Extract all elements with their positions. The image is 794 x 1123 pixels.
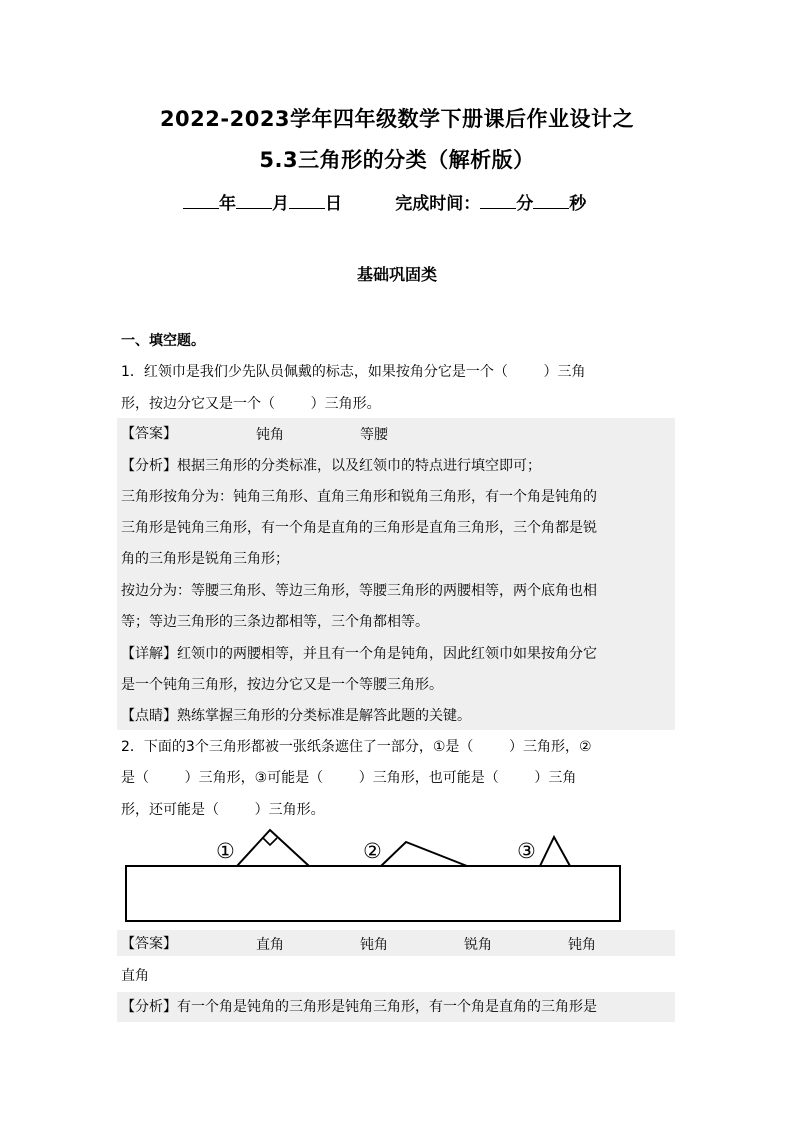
- figure-label-3: ③: [517, 839, 536, 863]
- part-heading: 一、填空题。: [121, 333, 205, 349]
- q1-answer-1: 钝角: [256, 427, 284, 443]
- triangle-2: [381, 842, 467, 866]
- second-label: 秒: [569, 194, 587, 214]
- triangle-3: [540, 837, 570, 866]
- figure-label-2: ②: [363, 839, 382, 863]
- q2-answer-3: 锐角: [464, 937, 492, 953]
- q2-figure: [0, 820, 794, 930]
- doc-title-line1: 2022-2023学年四年级数学下册课后作业设计之: [159, 107, 635, 131]
- section-title: 基础巩固类: [356, 265, 437, 284]
- q1-analysis-1: 【分析】根据三角形的分类标准，以及红领巾的特点进行填空即可；: [121, 458, 541, 474]
- blank-month: [236, 190, 272, 209]
- q2-line3: 形，还可能是（ ）三角形。: [121, 802, 325, 818]
- day-label: 日: [325, 194, 342, 214]
- blank-minute: [480, 190, 516, 209]
- q2-answer-5: 直角: [121, 968, 149, 984]
- triangle-1: [237, 830, 309, 866]
- paper-strip: [126, 866, 620, 921]
- q2-answer-label: 【答案】: [121, 936, 177, 952]
- q1-tip: 【点睛】熟练掌握三角形的分类标准是解答此题的关键。: [121, 708, 471, 724]
- q1-line2: 形，按边分它又是一个（ ）三角形。: [121, 396, 381, 412]
- q1-analysis-2: 三角形按角分为：钝角三角形、直角三角形和锐角三角形，有一个角是钝角的: [121, 489, 597, 505]
- blank-day: [289, 190, 325, 209]
- q1-answer-label: 【答案】: [121, 426, 177, 442]
- q2-line1: 2．下面的3个三角形都被一张纸条遮住了一部分，①是（ ）三角形，②: [121, 739, 592, 755]
- right-angle-mark: [263, 838, 277, 845]
- q1-line1: 1．红领巾是我们少先队员佩戴的标志，如果按角分它是一个（ ）三角: [121, 364, 586, 380]
- q1-analysis-5: 按边分为：等腰三角形、等边三角形，等腰三角形的两腰相等，两个底角也相: [121, 583, 597, 599]
- q2-answer-2: 钝角: [360, 937, 388, 953]
- q2-analysis: 【分析】有一个角是钝角的三角形是钝角三角形，有一个角是直角的三角形是: [121, 999, 597, 1015]
- q1-answer-2: 等腰: [360, 427, 388, 443]
- doc-title-line2: 5.3三角形的分类（解析版）: [259, 148, 535, 172]
- figure-label-1: ①: [216, 839, 235, 863]
- q2-line2: 是（ ）三角形，③可能是（ ）三角形，也可能是（ ）三角: [121, 770, 577, 786]
- q1-detail-2: 是一个钝角三角形，按边分它又是一个等腰三角形。: [121, 677, 443, 693]
- q1-analysis-4: 角的三角形是锐角三角形；: [121, 551, 289, 567]
- month-label: 月: [272, 194, 289, 214]
- year-label: 年: [219, 194, 236, 214]
- q2-answer-1: 直角: [256, 937, 284, 953]
- minute-label: 分: [516, 194, 534, 214]
- q1-detail-1: 【详解】红领巾的两腰相等，并且有一个角是钝角，因此红领巾如果按角分它: [121, 646, 597, 662]
- blank-second: [533, 190, 569, 209]
- q2-answer-4: 钝角: [568, 937, 596, 953]
- date-line: [183, 189, 586, 214]
- q1-analysis-3: 三角形是钝角三角形，有一个角是直角的三角形是直角三角形，三个角都是锐: [121, 520, 597, 536]
- blank-year: [183, 190, 219, 209]
- time-label: 完成时间：: [395, 194, 481, 214]
- q1-analysis-6: 等；等边三角形的三条边都相等，三个角都相等。: [121, 614, 429, 630]
